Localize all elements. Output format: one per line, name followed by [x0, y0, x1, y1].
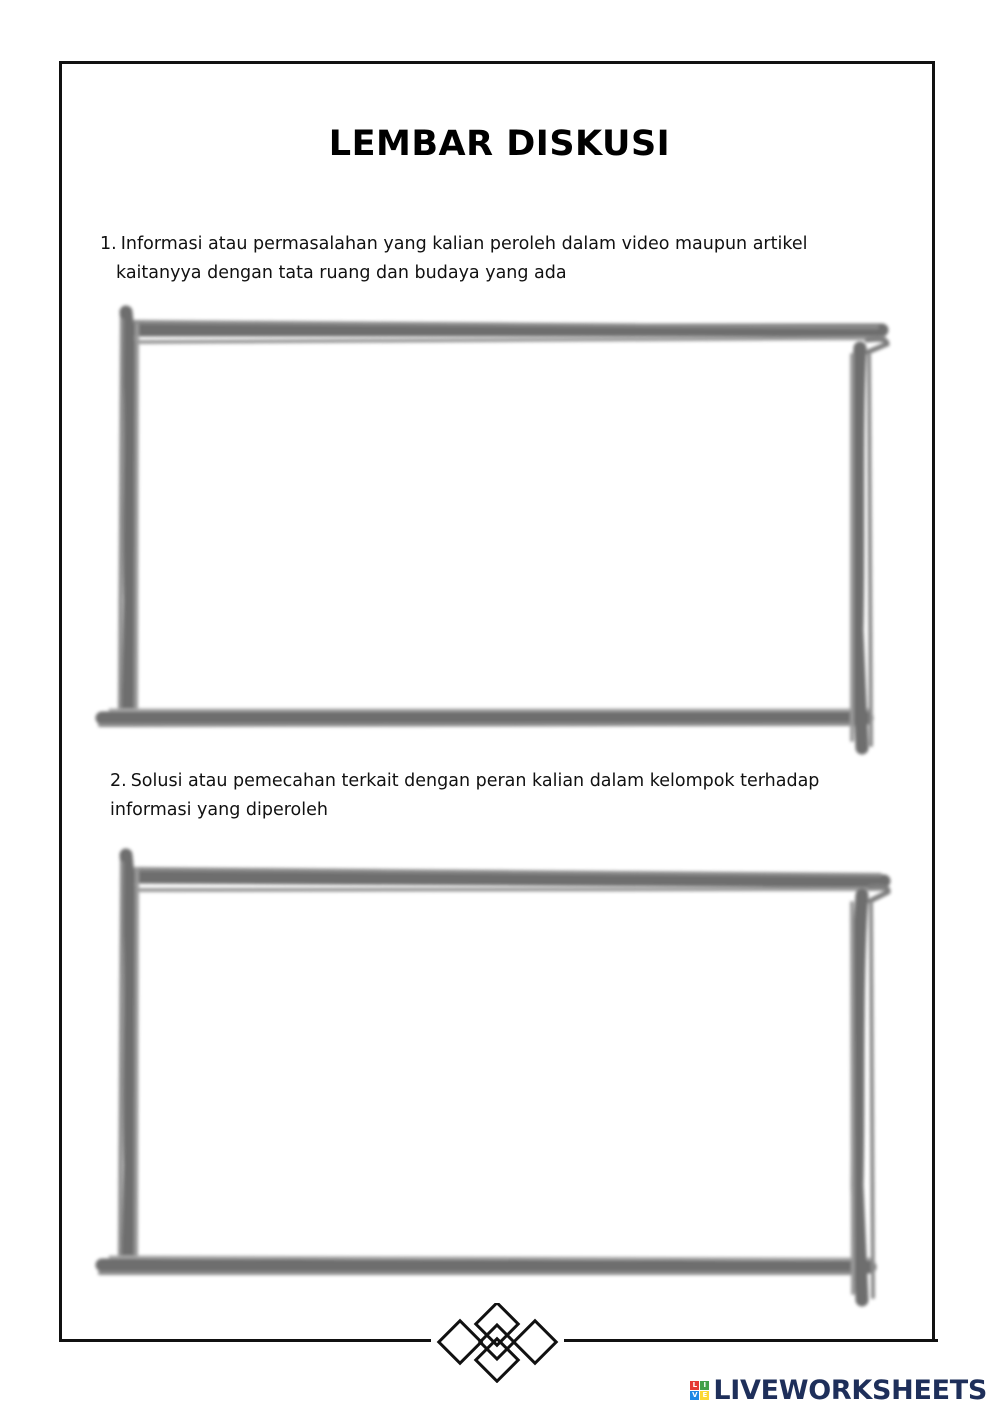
question-1-number: 1. — [100, 234, 117, 254]
logo-letter-i: I — [700, 1381, 709, 1390]
page-border-bottom-left — [59, 1339, 431, 1342]
logo-letter-e: E — [700, 1391, 709, 1400]
question-2 — [110, 767, 870, 825]
liveworksheets-logo-icon — [690, 1381, 709, 1400]
page-border-bottom-right — [564, 1339, 938, 1342]
interlocking-diamonds-icon — [431, 1303, 564, 1383]
logo-letter-l: L — [690, 1381, 699, 1390]
page-title: LEMBAR DISKUSI — [328, 124, 671, 164]
answer-box-2[interactable] — [92, 845, 902, 1315]
question-2-number: 2. — [110, 771, 127, 791]
question-1 — [100, 230, 860, 288]
question-1-line-1: 1. Informasi atau permasalahan yang kalian peroleh dalam video maupun artikel — [100, 234, 808, 254]
question-1-line-2: kaitanyya dengan tata ruang dan budaya yang ada — [116, 263, 567, 283]
question-2-line-1: 2. Solusi atau pemecahan terkait dengan peran kalian dalam kelompok terhadap — [110, 771, 820, 791]
answer-box-1[interactable] — [92, 300, 902, 760]
brand-text: LIVEWORKSHEETS — [713, 1374, 987, 1406]
question-2-line-2: informasi yang diperoleh — [110, 800, 328, 820]
liveworksheets-brand[interactable] — [690, 1373, 987, 1407]
logo-letter-v: V — [692, 1390, 698, 1399]
